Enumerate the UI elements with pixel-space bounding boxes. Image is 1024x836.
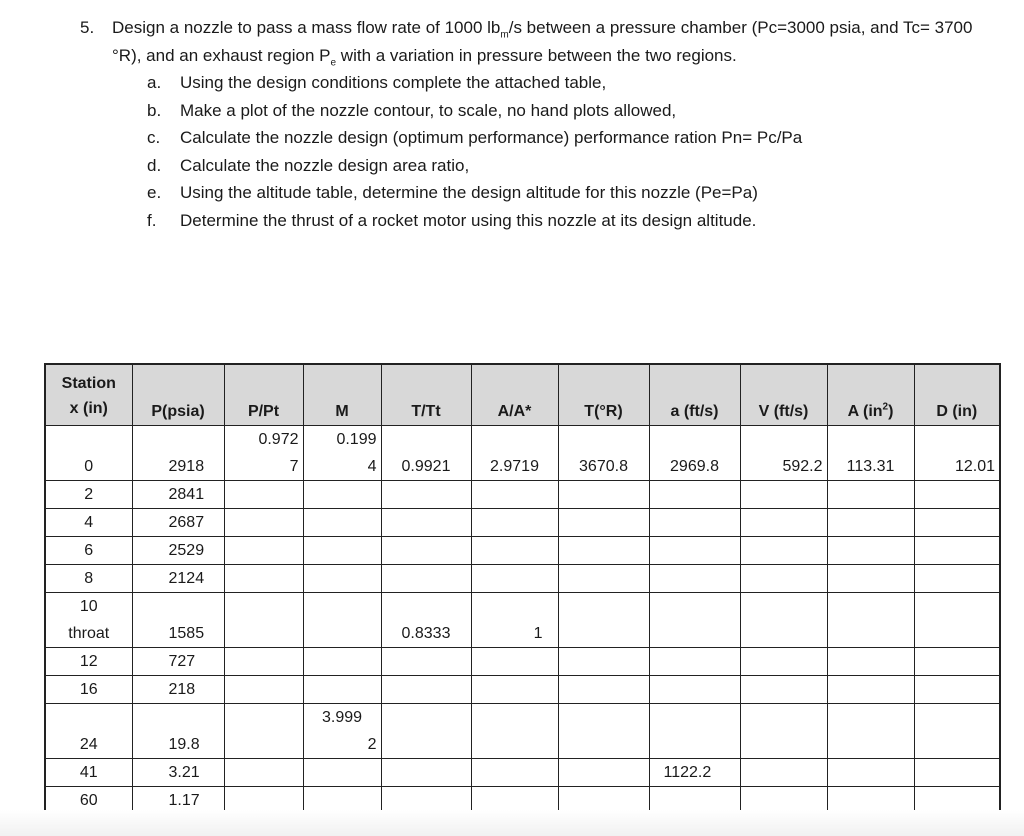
subtask-text: Determine the thrust of a rocket motor using this nozzle at its design altitude. <box>180 210 757 230</box>
subtask-letter: c. <box>147 128 161 147</box>
cell-v <box>740 759 827 787</box>
cell-m <box>303 676 381 704</box>
cell-a-astar <box>471 481 558 509</box>
cell-t-tt <box>381 537 471 565</box>
cell-t <box>558 759 649 787</box>
cell-v <box>740 676 827 704</box>
statement-sub-m: m <box>500 29 509 41</box>
cell-a <box>649 509 740 537</box>
page-bottom-edge <box>0 810 1024 836</box>
cell-t-tt <box>381 648 471 676</box>
cell-v <box>740 593 827 648</box>
table-row <box>45 648 1000 676</box>
cell-m <box>303 537 381 565</box>
subtask-text: Calculate the nozzle design area ratio, <box>180 155 470 175</box>
subtask-text: Make a plot of the nozzle contour, to scale, no hand plots allowed, <box>180 100 677 120</box>
table-row <box>45 565 1000 593</box>
problem-number: 5. <box>80 18 95 37</box>
header-m: M <box>303 364 381 426</box>
cell-t <box>558 481 649 509</box>
cell-v <box>740 509 827 537</box>
cell-d <box>914 704 1000 759</box>
cell-x: 24 <box>45 704 132 759</box>
cell-v <box>740 648 827 676</box>
header-station: Station x (in) <box>45 364 132 426</box>
cell-p-pt <box>224 676 303 704</box>
nozzle-table <box>44 363 1001 816</box>
cell-d: 12.01 <box>914 426 1000 481</box>
statement-sub-e: e <box>330 56 337 68</box>
cell-t <box>558 676 649 704</box>
problem-5 <box>80 14 980 234</box>
table-row <box>45 759 1000 787</box>
cell-a-astar <box>471 565 558 593</box>
cell-area <box>827 481 914 509</box>
cell-m <box>303 759 381 787</box>
cell-m: 0.199 4 <box>303 426 381 481</box>
cell-area <box>827 759 914 787</box>
table-row <box>45 704 1000 759</box>
table-row <box>45 509 1000 537</box>
cell-p: 2529 <box>132 537 224 565</box>
subtask-a <box>147 69 980 97</box>
cell-x: 12 <box>45 648 132 676</box>
cell-x: 8 <box>45 565 132 593</box>
cell-area <box>827 704 914 759</box>
cell-t-tt <box>381 509 471 537</box>
cell-p: 2841 <box>132 481 224 509</box>
cell-a-astar <box>471 648 558 676</box>
cell-a-astar <box>471 676 558 704</box>
subtask-text: Using the design conditions complete the attached table, <box>180 73 607 92</box>
subtask-e <box>147 179 980 207</box>
cell-t <box>558 593 649 648</box>
cell-p: 19.8 <box>132 704 224 759</box>
table-row <box>45 481 1000 509</box>
cell-v: 592.2 <box>740 426 827 481</box>
cell-a-astar: 1 <box>471 593 558 648</box>
cell-x: 2 <box>45 481 132 509</box>
subtask-c <box>147 124 980 152</box>
subtask-letter: f. <box>147 210 157 230</box>
cell-area <box>827 565 914 593</box>
cell-x: 16 <box>45 676 132 704</box>
header-t: T(°R) <box>558 364 649 426</box>
cell-t-tt <box>381 676 471 704</box>
cell-x: 0 <box>45 426 132 481</box>
cell-m <box>303 481 381 509</box>
header-area: A $(in^2)$ <box>827 364 914 426</box>
cell-area <box>827 648 914 676</box>
cell-p: 1585 <box>132 593 224 648</box>
cell-area <box>827 593 914 648</box>
statement-mid: /s between a pressure chamber (Pc=3000 psia, and Tc= 3700 °R), and an exhaust region P <box>112 18 973 65</box>
cell-t: 3670.8 <box>558 426 649 481</box>
header-p-pt: P/Pt <box>224 364 303 426</box>
cell-p: 727 <box>132 648 224 676</box>
cell-t-tt <box>381 759 471 787</box>
cell-t <box>558 509 649 537</box>
cell-d <box>914 537 1000 565</box>
cell-a-astar <box>471 509 558 537</box>
statement-post: with a variation in pressure between the two regions. <box>336 45 737 65</box>
subtask-f <box>147 207 980 235</box>
cell-area: 113.31 <box>827 426 914 481</box>
cell-p-pt <box>224 759 303 787</box>
cell-p-pt: 0.972 7 <box>224 426 303 481</box>
cell-a <box>649 704 740 759</box>
cell-t-tt: 0.8333 <box>381 593 471 648</box>
cell-p-pt <box>224 648 303 676</box>
cell-v <box>740 704 827 759</box>
table-row <box>45 537 1000 565</box>
cell-p-pt <box>224 481 303 509</box>
cell-x: 41 <box>45 759 132 787</box>
header-d: D (in) <box>914 364 1000 426</box>
table-row <box>45 426 1000 481</box>
cell-p-pt <box>224 704 303 759</box>
subtask-letter: a. <box>147 73 162 92</box>
cell-p: 2687 <box>132 509 224 537</box>
cell-m <box>303 593 381 648</box>
cell-t-tt <box>381 481 471 509</box>
cell-a <box>649 648 740 676</box>
subtask-letter: b. <box>147 100 162 120</box>
cell-m: 3.999 2 <box>303 704 381 759</box>
cell-t <box>558 648 649 676</box>
cell-d <box>914 481 1000 509</box>
cell-p: 3.21 <box>132 759 224 787</box>
cell-area <box>827 676 914 704</box>
cell-p: 218 <box>132 676 224 704</box>
table-row-throat <box>45 593 1000 648</box>
subtask-text: Using the altitude table, determine the design altitude for this nozzle (Pe=Pa) <box>180 183 758 202</box>
cell-t-tt <box>381 704 471 759</box>
cell-a-astar <box>471 759 558 787</box>
statement-pre: Design a nozzle to pass a mass flow rate of 1000 lb <box>112 18 501 37</box>
cell-a: 2969.8 <box>649 426 740 481</box>
header-a: a (ft/s) <box>649 364 740 426</box>
cell-m <box>303 648 381 676</box>
subtask-list <box>147 69 980 234</box>
problem-statement <box>112 14 980 69</box>
cell-t-tt: 0.9921 <box>381 426 471 481</box>
cell-d <box>914 593 1000 648</box>
subtask-text: Calculate the nozzle design (optimum performance) performance ration Pn= Pc/Pa <box>180 128 803 147</box>
cell-p-pt <box>224 593 303 648</box>
cell-p: 1.17 <box>132 787 224 816</box>
cell-p: 2918 <box>132 426 224 481</box>
header-a-astar: A/A* <box>471 364 558 426</box>
cell-v <box>740 481 827 509</box>
header-p: P(psia) <box>132 364 224 426</box>
cell-p-pt <box>224 509 303 537</box>
subtask-b <box>147 97 980 125</box>
table-row <box>45 676 1000 704</box>
cell-a: 1122.2 <box>649 759 740 787</box>
cell-a-astar <box>471 704 558 759</box>
cell-t-tt <box>381 565 471 593</box>
cell-m <box>303 509 381 537</box>
cell-m <box>303 565 381 593</box>
header-v: V (ft/s) <box>740 364 827 426</box>
cell-d <box>914 676 1000 704</box>
subtask-d <box>147 152 980 180</box>
cell-a <box>649 676 740 704</box>
table-header-row <box>45 364 1000 426</box>
cell-x: 4 <box>45 509 132 537</box>
cell-d <box>914 565 1000 593</box>
cell-x: 10 throat <box>45 593 132 648</box>
cell-a-astar <box>471 537 558 565</box>
subtask-letter: e. <box>147 183 162 202</box>
cell-x: 60 <box>45 787 132 816</box>
cell-x: 6 <box>45 537 132 565</box>
cell-area <box>827 537 914 565</box>
subtask-letter: d. <box>147 155 162 175</box>
cell-t <box>558 704 649 759</box>
cell-d <box>914 759 1000 787</box>
cell-v <box>740 565 827 593</box>
cell-a <box>649 481 740 509</box>
cell-p-pt <box>224 565 303 593</box>
cell-a-astar: 2.9719 <box>471 426 558 481</box>
cell-p-pt <box>224 537 303 565</box>
cell-a <box>649 565 740 593</box>
header-t-tt: T/Tt <box>381 364 471 426</box>
cell-v <box>740 537 827 565</box>
cell-a <box>649 537 740 565</box>
cell-d <box>914 509 1000 537</box>
cell-d <box>914 648 1000 676</box>
cell-t <box>558 565 649 593</box>
cell-p: 2124 <box>132 565 224 593</box>
cell-t <box>558 537 649 565</box>
cell-a <box>649 593 740 648</box>
cell-area <box>827 509 914 537</box>
